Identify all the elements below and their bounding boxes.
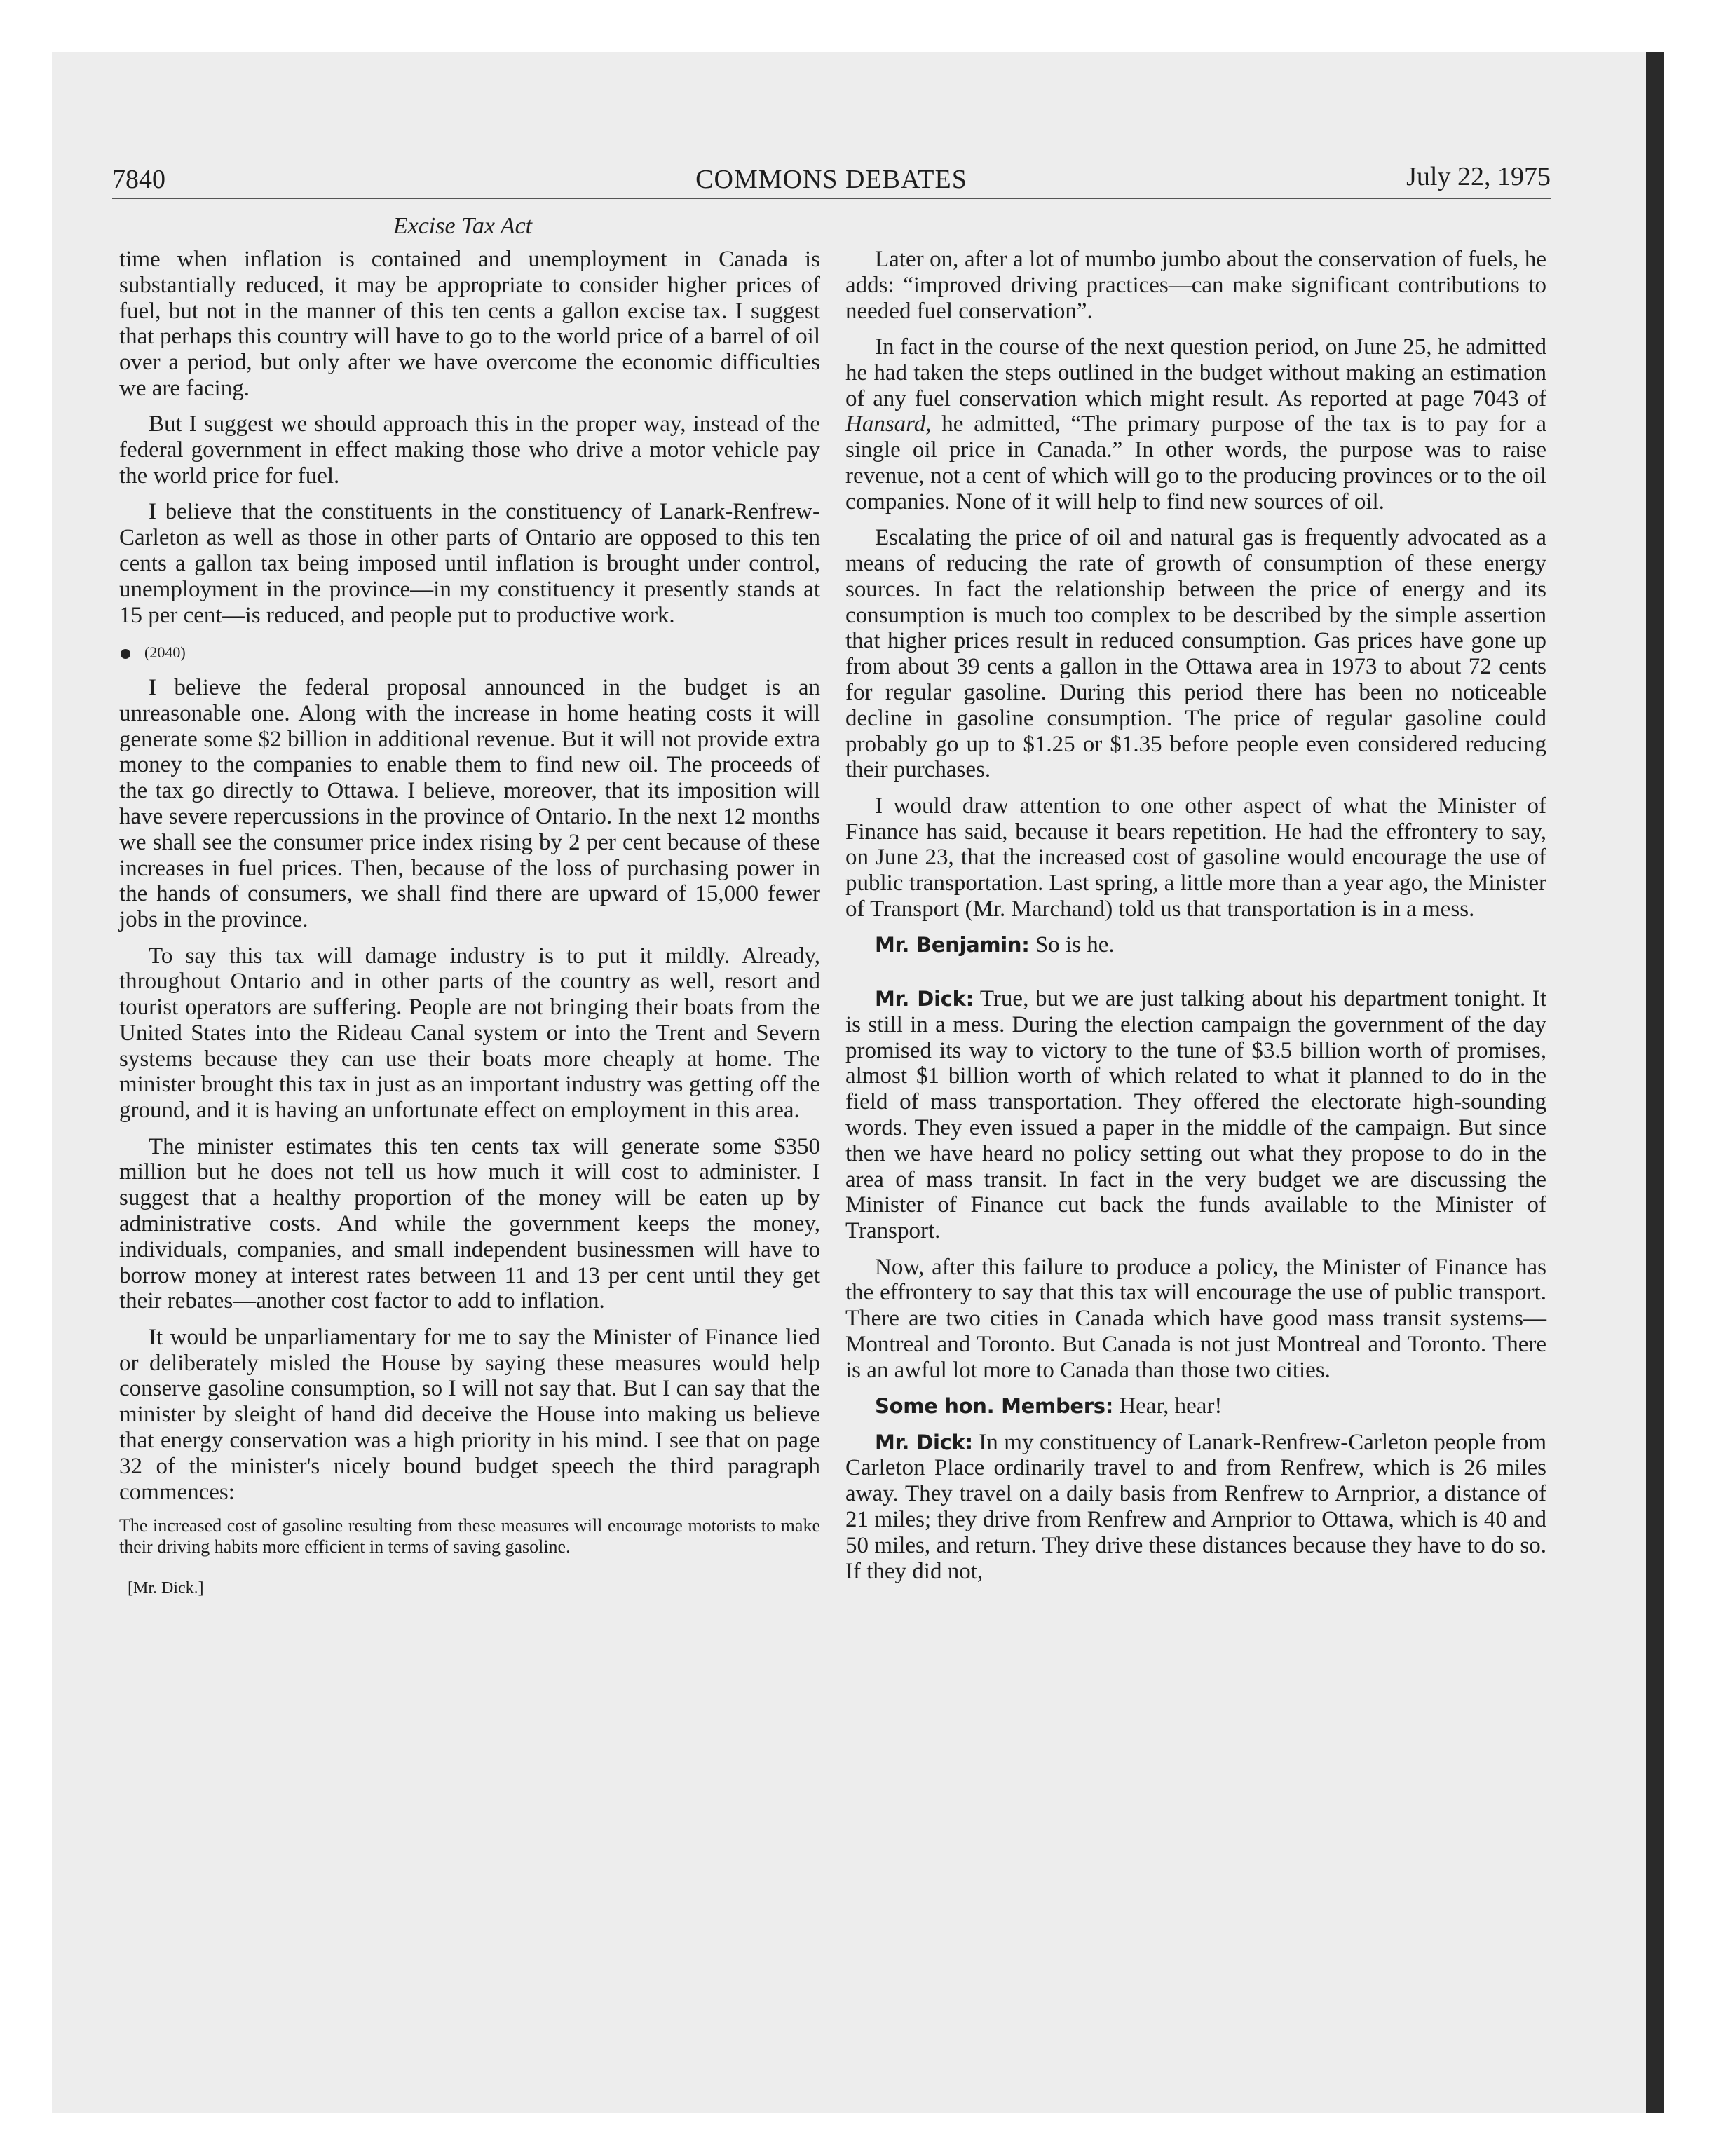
text-run: In fact in the course of the next question period, on June 25, he admitted he had taken the steps outlined in the budget without making an estimation of any fuel conservation which might result. As reported at page 7043 of (845, 334, 1546, 411)
hansard-citation: Hansard (845, 411, 926, 437)
paragraph: Now, after this failure to produce a policy, the Minister of Finance has the effrontery to say that this tax will encourage the use of public transport. There are two cities in Canada which have good mass transit systems—Montreal and Toronto. But Canada is not just Montreal and Toronto. There is an awful lot more to Canada than those two cities. (845, 1254, 1546, 1383)
speaker-name: Mr. Dick: (875, 987, 974, 1011)
block-quote: The increased cost of gasoline resulting from these measures will encourage motorists to make their driving habits more efficient in terms of saving gasoline. (119, 1515, 820, 1557)
paragraph: I believe that the constituents in the constituency of Lanark-Renfrew-Carleton as well as those in other parts of Ontario are opposed to this ten cents a gallon tax being imposed until inflation is brought under control, unemployment in the province—in my constituency it presently stands at 15 per cent—is reduced, and people put to productive work. (119, 499, 820, 628)
page-number: 7840 (112, 165, 165, 194)
paragraph (845, 334, 1546, 515)
paragraph: To say this tax will damage industry is to put it mildly. Already, throughout Ontario and in other parts of the country as well, resort and tourist operators are suffering. People are not bringing their boats from the United States into the Rideau Canal system or into the Trent and Severn systems because they can use their boats more cheaply at home. The minister brought this tax in just as an important industry was getting off the ground, and it is having an unfortunate effect on employment in this area. (119, 943, 820, 1124)
speaker-name: Some hon. Members: (875, 1394, 1114, 1419)
time-marker-label: (2040) (144, 643, 186, 661)
paragraph: I believe the federal proposal announced in the budget is an unreasonable one. Along with the increase in home heating costs it will generate some $2 billion in additional revenue. But it will not provide extra money to the companies to enable them to find new oil. The proceeds of the tax go directly to Ottawa. I believe, moreover, that its imposition will have severe repercussions in the province of Ontario. In the next 12 months we shall see the consumer price index rising by 2 per cent because of these increases in fuel prices. Then, because of the loss of purchasing power in the hands of consumers, we shall find there are upward of 15,000 fewer jobs in the province. (119, 674, 820, 933)
running-head: Excise Tax Act (393, 213, 533, 239)
paragraph: The minister estimates this ten cents tax will generate some $350 million but he does not tell us how much it will cost to administer. I suggest that a healthy proportion of the money will be eaten up by administrative costs. And while the government keeps the money, individuals, companies, and small independent businessmen will have to borrow money at interest rates between 11 and 13 per cent until they get their rebates—another cost factor to add to inflation. (119, 1133, 820, 1314)
paragraph: I would draw attention to one other aspect of what the Minister of Finance has said, because it bears repetition. He had the effrontery to say, on June 23, that the increased cost of gasoline would encourage the use of public transportation. Last spring, a little more than a year ago, the Minister of Transport (Mr. Marchand) told us that transportation is in a mess. (845, 793, 1546, 922)
paragraph: But I suggest we should approach this in the proper way, instead of the federal government in effect making those who drive a motor vehicle pay the world price for fuel. (119, 411, 820, 489)
speech-interjection (845, 1393, 1546, 1419)
paragraph: Escalating the price of oil and natural gas is frequently advocated as a means of reducing the rate of growth of consumption of these energy sources. In fact the relationship between the price of energy and its consumption is much too complex to be described by the simple assertion that higher prices result in reduced consumption. Gas prices have gone up from about 39 cents a gallon in the Ottawa area in 1973 to about 72 cents for regular gasoline. During this period there has been no noticeable decline in gasoline consumption. The price of regular gasoline could probably go up to $1.25 or $1.35 before people even considered reducing their purchases. (845, 525, 1546, 783)
speaker-note: [Mr. Dick.] (128, 1579, 204, 1598)
time-marker (119, 639, 820, 667)
paragraph: Later on, after a lot of mumbo jumbo about the conservation of fuels, he adds: “improved driving practices—can make significant contributions to needed fuel conservation”. (845, 247, 1546, 324)
left-column (119, 247, 820, 1602)
header-rule (112, 198, 1551, 199)
speech-text: Hear, hear! (1113, 1393, 1223, 1419)
speech-text: So is he. (1029, 932, 1115, 958)
text-run: , he admitted, “The primary purpose of the tax is to pay for a single oil price in Canada.” In other words, the purpose was to raise revenue, not a cent of which will go to the producing provinces or to the oil companies. None of it will help to find new sources of oil. (845, 411, 1546, 514)
paragraph: time when inflation is contained and unemployment in Canada is substantially reduced, it may be appropriate to consider higher prices of fuel, but not in the manner of this ten cents a gallon excise tax. I suggest that perhaps this country will have to go to the world price of a barrel of oil over a period, but only after we have overcome the economic difficulties we are facing. (119, 247, 820, 401)
speech-interjection (845, 932, 1546, 958)
bullet-dot-icon (121, 649, 130, 659)
publication-title: COMMONS DEBATES (695, 165, 967, 194)
page-header (112, 153, 1551, 199)
right-column (845, 247, 1546, 1595)
speech-text: In my constituency of Lanark-Renfrew-Carleton people from Carleton Place ordinarily travel to and from Renfrew, which is 26 miles away. They travel on a daily basis from Renfrew to Arnprior, a distance of 21 miles; they drive from Renfrew and Arnprior to Ottawa, which is 40 and 50 miles, and return. They drive these distances because they have to do so. If they did not, (845, 1429, 1546, 1584)
speech-text: True, but we are just talking about his department tonight. It is still in a mess. During the election campaign the government of the day promised its way to victory to the tune of $3.5 billion worth of promises, almost $1 billion worth of which related to what it planned to do in the field of mass transportation. They offered the electorate high-sounding words. They even issued a paper in the middle of the campaign. But since then we have heard no policy setting out what they propose to do in the area of mass transit. In fact in the very budget we are discussing the Minister of Finance cut back the funds available to the Minister of Transport. (845, 986, 1546, 1244)
speaker-name: Mr. Benjamin: (875, 933, 1030, 957)
scan-edge-shadow (1646, 52, 1664, 2113)
speech-paragraph (845, 986, 1546, 1244)
publication-date: July 22, 1975 (1406, 162, 1551, 191)
paragraph: It would be unparliamentary for me to say the Minister of Finance lied or deliberately misled the House by saying these measures would help conserve gasoline consumption, so I will not say that. But I can say that the minister by sleight of hand did deceive the House into making us believe that energy conservation was a high priority in his mind. I see that on page 32 of the minister's nicely bound budget speech the third paragraph commences: (119, 1324, 820, 1505)
speech-paragraph (845, 1430, 1546, 1585)
speaker-name: Mr. Dick: (875, 1430, 973, 1454)
